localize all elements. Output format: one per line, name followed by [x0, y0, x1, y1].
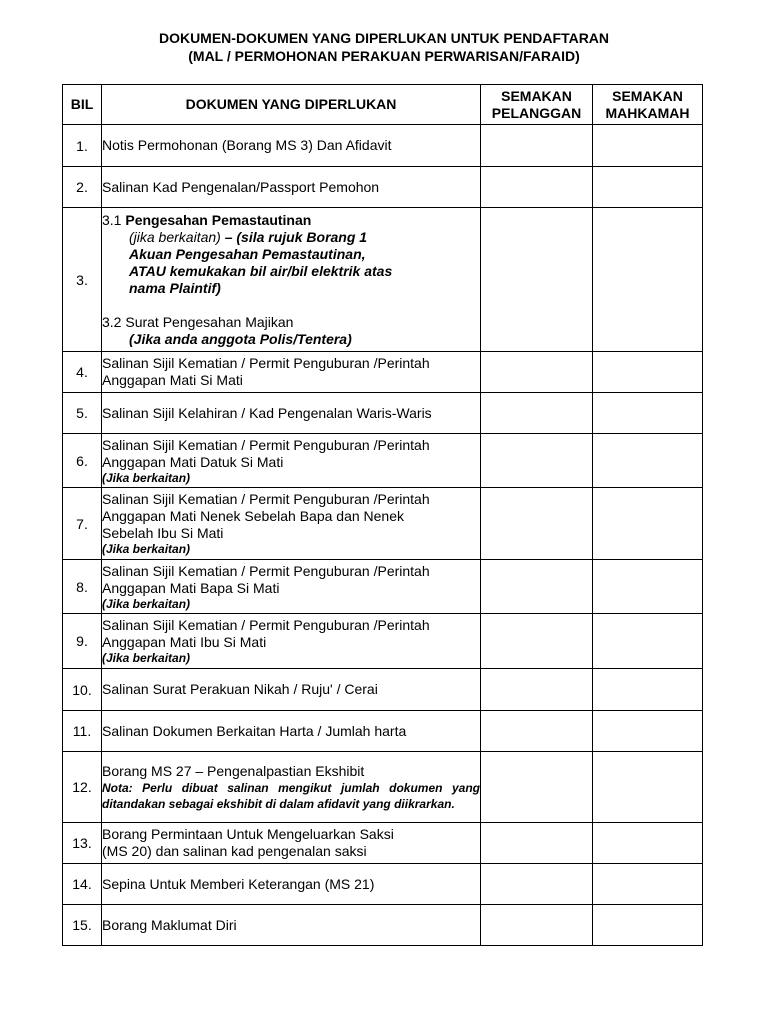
- semakan-mahkamah-checkbox[interactable]: [593, 434, 703, 488]
- table-row: [63, 208, 703, 352]
- jika-berkaitan-note: (Jika berkaitan): [102, 542, 191, 556]
- subitem-3-2: 3.2 Surat Pengesahan Majikan: [102, 313, 294, 330]
- nota-note: Nota: Perlu dibuat salinan mengikut jumlah dokumen yang ditandakan sebagai ekshibit di dalam afidavit yang diikrarkan.: [102, 780, 480, 811]
- table-row: [63, 434, 703, 488]
- document-title-line-1: DOKUMEN-DOKUMEN YANG DIPERLUKAN UNTUK PENDAFTARAN: [158, 30, 610, 46]
- description-line: Anggapan Mati Nenek Sebelah Bapa dan Nenek: [102, 508, 404, 524]
- semakan-mahkamah-checkbox[interactable]: [593, 711, 703, 752]
- document-description: [102, 614, 481, 669]
- description-line: Salinan Sijil Kematian / Permit Penguburan /Perintah: [102, 436, 430, 453]
- document-description: Sepina Untuk Memberi Keterangan (MS 21): [102, 864, 481, 905]
- row-number: 8.: [63, 560, 102, 614]
- semakan-mahkamah-checkbox[interactable]: [593, 167, 703, 208]
- semakan-pelanggan-checkbox[interactable]: [481, 669, 593, 711]
- table-header-row: [63, 85, 703, 125]
- semakan-mahkamah-checkbox[interactable]: [593, 614, 703, 669]
- document-description: [102, 434, 481, 488]
- document-description: Salinan Sijil Kelahiran / Kad Pengenalan Waris-Waris: [102, 393, 481, 434]
- jika-berkaitan-note: (Jika berkaitan): [102, 596, 191, 611]
- column-header-line: MAHKAMAH: [605, 104, 690, 121]
- subitem-3-1: [102, 212, 480, 229]
- description-line: Salinan Sijil Kematian / Permit Penguburan /Perintah: [102, 617, 430, 633]
- semakan-pelanggan-checkbox[interactable]: [481, 560, 593, 614]
- column-header-semakan-mahkamah: [593, 85, 703, 125]
- description-line: (MS 20) dan salinan kad pengenalan saksi: [102, 843, 367, 859]
- subitem-number: 3.1: [102, 211, 126, 228]
- table-row: [63, 905, 703, 946]
- document-description: Salinan Dokumen Berkaitan Harta / Jumlah harta: [102, 711, 481, 752]
- semakan-pelanggan-checkbox[interactable]: [481, 393, 593, 434]
- subitem-line: [102, 229, 480, 246]
- spacer: [102, 297, 480, 314]
- jika-berkaitan-note: (Jika berkaitan): [102, 470, 191, 485]
- semakan-mahkamah-checkbox[interactable]: [593, 823, 703, 864]
- subitem-line: Akuan Pengesahan Pemastautinan,: [129, 245, 366, 262]
- semakan-mahkamah-checkbox[interactable]: [593, 208, 703, 352]
- row-number: 15.: [63, 905, 102, 946]
- row-number: 14.: [63, 864, 102, 905]
- column-header-dokumen: DOKUMEN YANG DIPERLUKAN: [102, 85, 481, 125]
- row-number: 11.: [63, 711, 102, 752]
- column-header-line: SEMAKAN: [501, 87, 572, 104]
- row-number: 4.: [63, 352, 102, 393]
- document-description: Salinan Surat Perakuan Nikah / Ruju' / Cerai: [102, 669, 481, 711]
- semakan-pelanggan-checkbox[interactable]: [481, 905, 593, 946]
- row-number: 1.: [63, 125, 102, 167]
- table-row: [63, 711, 703, 752]
- subitem-line: (Jika anda anggota Polis/Tentera): [129, 330, 352, 347]
- semakan-pelanggan-checkbox[interactable]: [481, 823, 593, 864]
- table-row: [63, 752, 703, 823]
- description-line: Anggapan Mati Ibu Si Mati: [102, 634, 267, 650]
- table-row: [63, 393, 703, 434]
- document-description: [102, 208, 481, 352]
- subitem-title: Pengesahan Pemastautinan: [125, 211, 312, 228]
- semakan-pelanggan-checkbox[interactable]: [481, 488, 593, 560]
- column-header-bil: BIL: [63, 85, 102, 125]
- document-description: [102, 752, 481, 823]
- semakan-pelanggan-checkbox[interactable]: [481, 864, 593, 905]
- semakan-pelanggan-checkbox[interactable]: [481, 614, 593, 669]
- table-row: [63, 669, 703, 711]
- semakan-pelanggan-checkbox[interactable]: [481, 711, 593, 752]
- column-header-line: SEMAKAN: [612, 87, 683, 104]
- semakan-pelanggan-checkbox[interactable]: [481, 434, 593, 488]
- semakan-pelanggan-checkbox[interactable]: [481, 352, 593, 393]
- table-row: [63, 125, 703, 167]
- documents-checklist-table: [62, 84, 703, 946]
- semakan-mahkamah-checkbox[interactable]: [593, 352, 703, 393]
- row-number: 10.: [63, 669, 102, 711]
- semakan-mahkamah-checkbox[interactable]: [593, 905, 703, 946]
- document-description: Salinan Kad Pengenalan/Passport Pemohon: [102, 167, 481, 208]
- table-row: [63, 352, 703, 393]
- document-title-line-2: (MAL / PERMOHONAN PERAKUAN PERWARISAN/FARAID): [188, 48, 580, 64]
- document-description: [102, 560, 481, 614]
- document-description: [102, 488, 481, 560]
- description-line: Anggapan Mati Si Mati: [102, 372, 243, 388]
- table-row: [63, 560, 703, 614]
- row-number: 6.: [63, 434, 102, 488]
- description-line: Salinan Sijil Kematian / Permit Penguburan /Perintah: [102, 355, 430, 371]
- semakan-pelanggan-checkbox[interactable]: [481, 208, 593, 352]
- row-number: 9.: [63, 614, 102, 669]
- semakan-mahkamah-checkbox[interactable]: [593, 125, 703, 167]
- row-number: 12.: [63, 752, 102, 823]
- semakan-mahkamah-checkbox[interactable]: [593, 393, 703, 434]
- table-row: [63, 614, 703, 669]
- subitem-note-italic: (jika berkaitan): [129, 228, 221, 245]
- subitem-line: ATAU kemukakan bil air/bil elektrik atas: [129, 262, 393, 279]
- subitem-line: nama Plaintif): [129, 279, 221, 296]
- semakan-mahkamah-checkbox[interactable]: [593, 488, 703, 560]
- semakan-mahkamah-checkbox[interactable]: [593, 560, 703, 614]
- semakan-pelanggan-checkbox[interactable]: [481, 752, 593, 823]
- row-number: 7.: [63, 488, 102, 560]
- column-header-semakan-pelanggan: [481, 85, 593, 125]
- semakan-mahkamah-checkbox[interactable]: [593, 669, 703, 711]
- row-number: 13.: [63, 823, 102, 864]
- row-number: 3.: [63, 208, 102, 352]
- semakan-mahkamah-checkbox[interactable]: [593, 864, 703, 905]
- row-number: 5.: [63, 393, 102, 434]
- table-row: [63, 823, 703, 864]
- description-line: Salinan Sijil Kematian / Permit Penguburan /Perintah: [102, 491, 430, 507]
- semakan-mahkamah-checkbox[interactable]: [593, 752, 703, 823]
- table-row: [63, 167, 703, 208]
- semakan-pelanggan-checkbox[interactable]: [481, 125, 593, 167]
- description-line: Borang MS 27 – Pengenalpastian Ekshibit: [102, 762, 365, 779]
- description-line: Sebelah Ibu Si Mati: [102, 525, 224, 541]
- column-header-line: PELANGGAN: [491, 104, 582, 121]
- description-line: Anggapan Mati Datuk Si Mati: [102, 453, 284, 470]
- subitem-note-bold: – (sila rujuk Borang 1: [220, 228, 368, 245]
- semakan-pelanggan-checkbox[interactable]: [481, 167, 593, 208]
- document-description: Notis Permohonan (Borang MS 3) Dan Afidavit: [102, 125, 481, 167]
- jika-berkaitan-note: (Jika berkaitan): [102, 651, 191, 665]
- document-description: Borang Maklumat Diri: [102, 905, 481, 946]
- description-line: Salinan Sijil Kematian / Permit Penguburan /Perintah: [102, 562, 430, 579]
- table-row: [63, 488, 703, 560]
- description-line: Borang Permintaan Untuk Mengeluarkan Saksi: [102, 826, 394, 842]
- description-line: Anggapan Mati Bapa Si Mati: [102, 579, 280, 596]
- row-number: 2.: [63, 167, 102, 208]
- document-description: [102, 823, 481, 864]
- document-description: [102, 352, 481, 393]
- table-row: [63, 864, 703, 905]
